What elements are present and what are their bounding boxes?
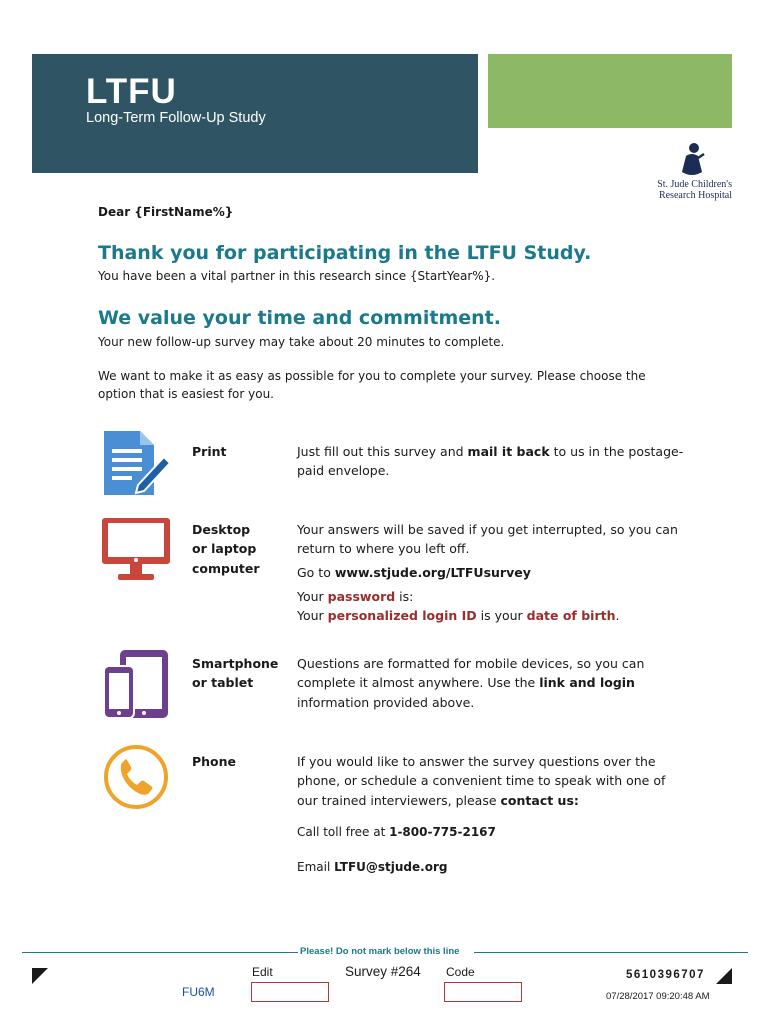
option-mobile-text: Questions are formatted for mobile devices, so you can complete it almost anywhere. Use the link and login information provided above. bbox=[297, 656, 645, 710]
option-desktop-label: Desktop or laptop computer bbox=[192, 522, 260, 576]
option-phone-label: Phone bbox=[192, 754, 237, 769]
edit-label: Edit bbox=[252, 965, 273, 979]
form-code: FU6M bbox=[182, 985, 215, 999]
header-accent-block bbox=[488, 54, 732, 128]
login-id-line: Your personalized login ID is your date of birth. bbox=[297, 608, 620, 623]
code-field[interactable] bbox=[444, 982, 522, 1002]
option-print-text: Just fill out this survey and mail it back to us in the postage- paid envelope. bbox=[297, 444, 684, 479]
intro-line-1: We want to make it as easy as possible for you to complete your survey. Please choose the bbox=[98, 369, 646, 383]
st-jude-logo bbox=[652, 142, 732, 202]
survey-number: Survey #264 bbox=[345, 964, 421, 979]
heading-thank-you: Thank you for participating in the LTFU Study. bbox=[98, 242, 592, 264]
telephone-icon bbox=[102, 743, 170, 811]
registration-mark-right-icon bbox=[716, 968, 732, 984]
intro-line-2: option that is easiest for you. bbox=[98, 387, 274, 401]
logo-text-line2: Research Hospital bbox=[658, 190, 732, 201]
study-subtitle: Long-Term Follow-Up Study bbox=[86, 110, 266, 126]
footer-notice: Please! Do not mark below this line bbox=[300, 946, 460, 957]
monitor-icon bbox=[100, 516, 172, 584]
footer-divider-left bbox=[22, 952, 298, 953]
code-label: Code bbox=[446, 965, 475, 979]
greeting: Dear {FirstName%} bbox=[98, 205, 234, 219]
phone-tablet-icon bbox=[102, 648, 170, 720]
contact-email: Email LTFU@stjude.org bbox=[297, 860, 448, 874]
document-pen-icon bbox=[102, 427, 172, 499]
password-line: Your password is: bbox=[297, 589, 414, 604]
footer-divider-right bbox=[474, 952, 748, 953]
registration-mark-left-icon bbox=[32, 968, 48, 984]
toll-free-number: Call toll free at 1-800-775-2167 bbox=[297, 825, 496, 839]
option-print-label: Print bbox=[192, 444, 227, 459]
partner-text: You have been a vital partner in this research since {StartYear%}. bbox=[98, 269, 496, 283]
option-mobile-label: Smartphone or tablet bbox=[192, 656, 279, 691]
timestamp: 07/28/2017 09:20:48 AM bbox=[606, 991, 710, 1002]
logo-text-line1: St. Jude Children's bbox=[657, 179, 732, 190]
barcode-number: 5610396707 bbox=[626, 969, 705, 981]
edit-field[interactable] bbox=[251, 982, 329, 1002]
option-desktop-text: Your answers will be saved if you get interrupted, so you can return to where you left off. bbox=[297, 522, 678, 557]
duration-text: Your new follow-up survey may take about 20 minutes to complete. bbox=[98, 335, 505, 349]
study-title: LTFU bbox=[86, 72, 177, 111]
survey-url: Go to www.stjude.org/LTFUsurvey bbox=[297, 565, 531, 580]
child-figure-icon bbox=[678, 142, 706, 178]
option-phone-text: If you would like to answer the survey questions over the phone, or schedule a convenient time to speak with one of our trained interviewers, please contact us: bbox=[297, 754, 666, 808]
heading-value-time: We value your time and commitment. bbox=[98, 307, 501, 329]
